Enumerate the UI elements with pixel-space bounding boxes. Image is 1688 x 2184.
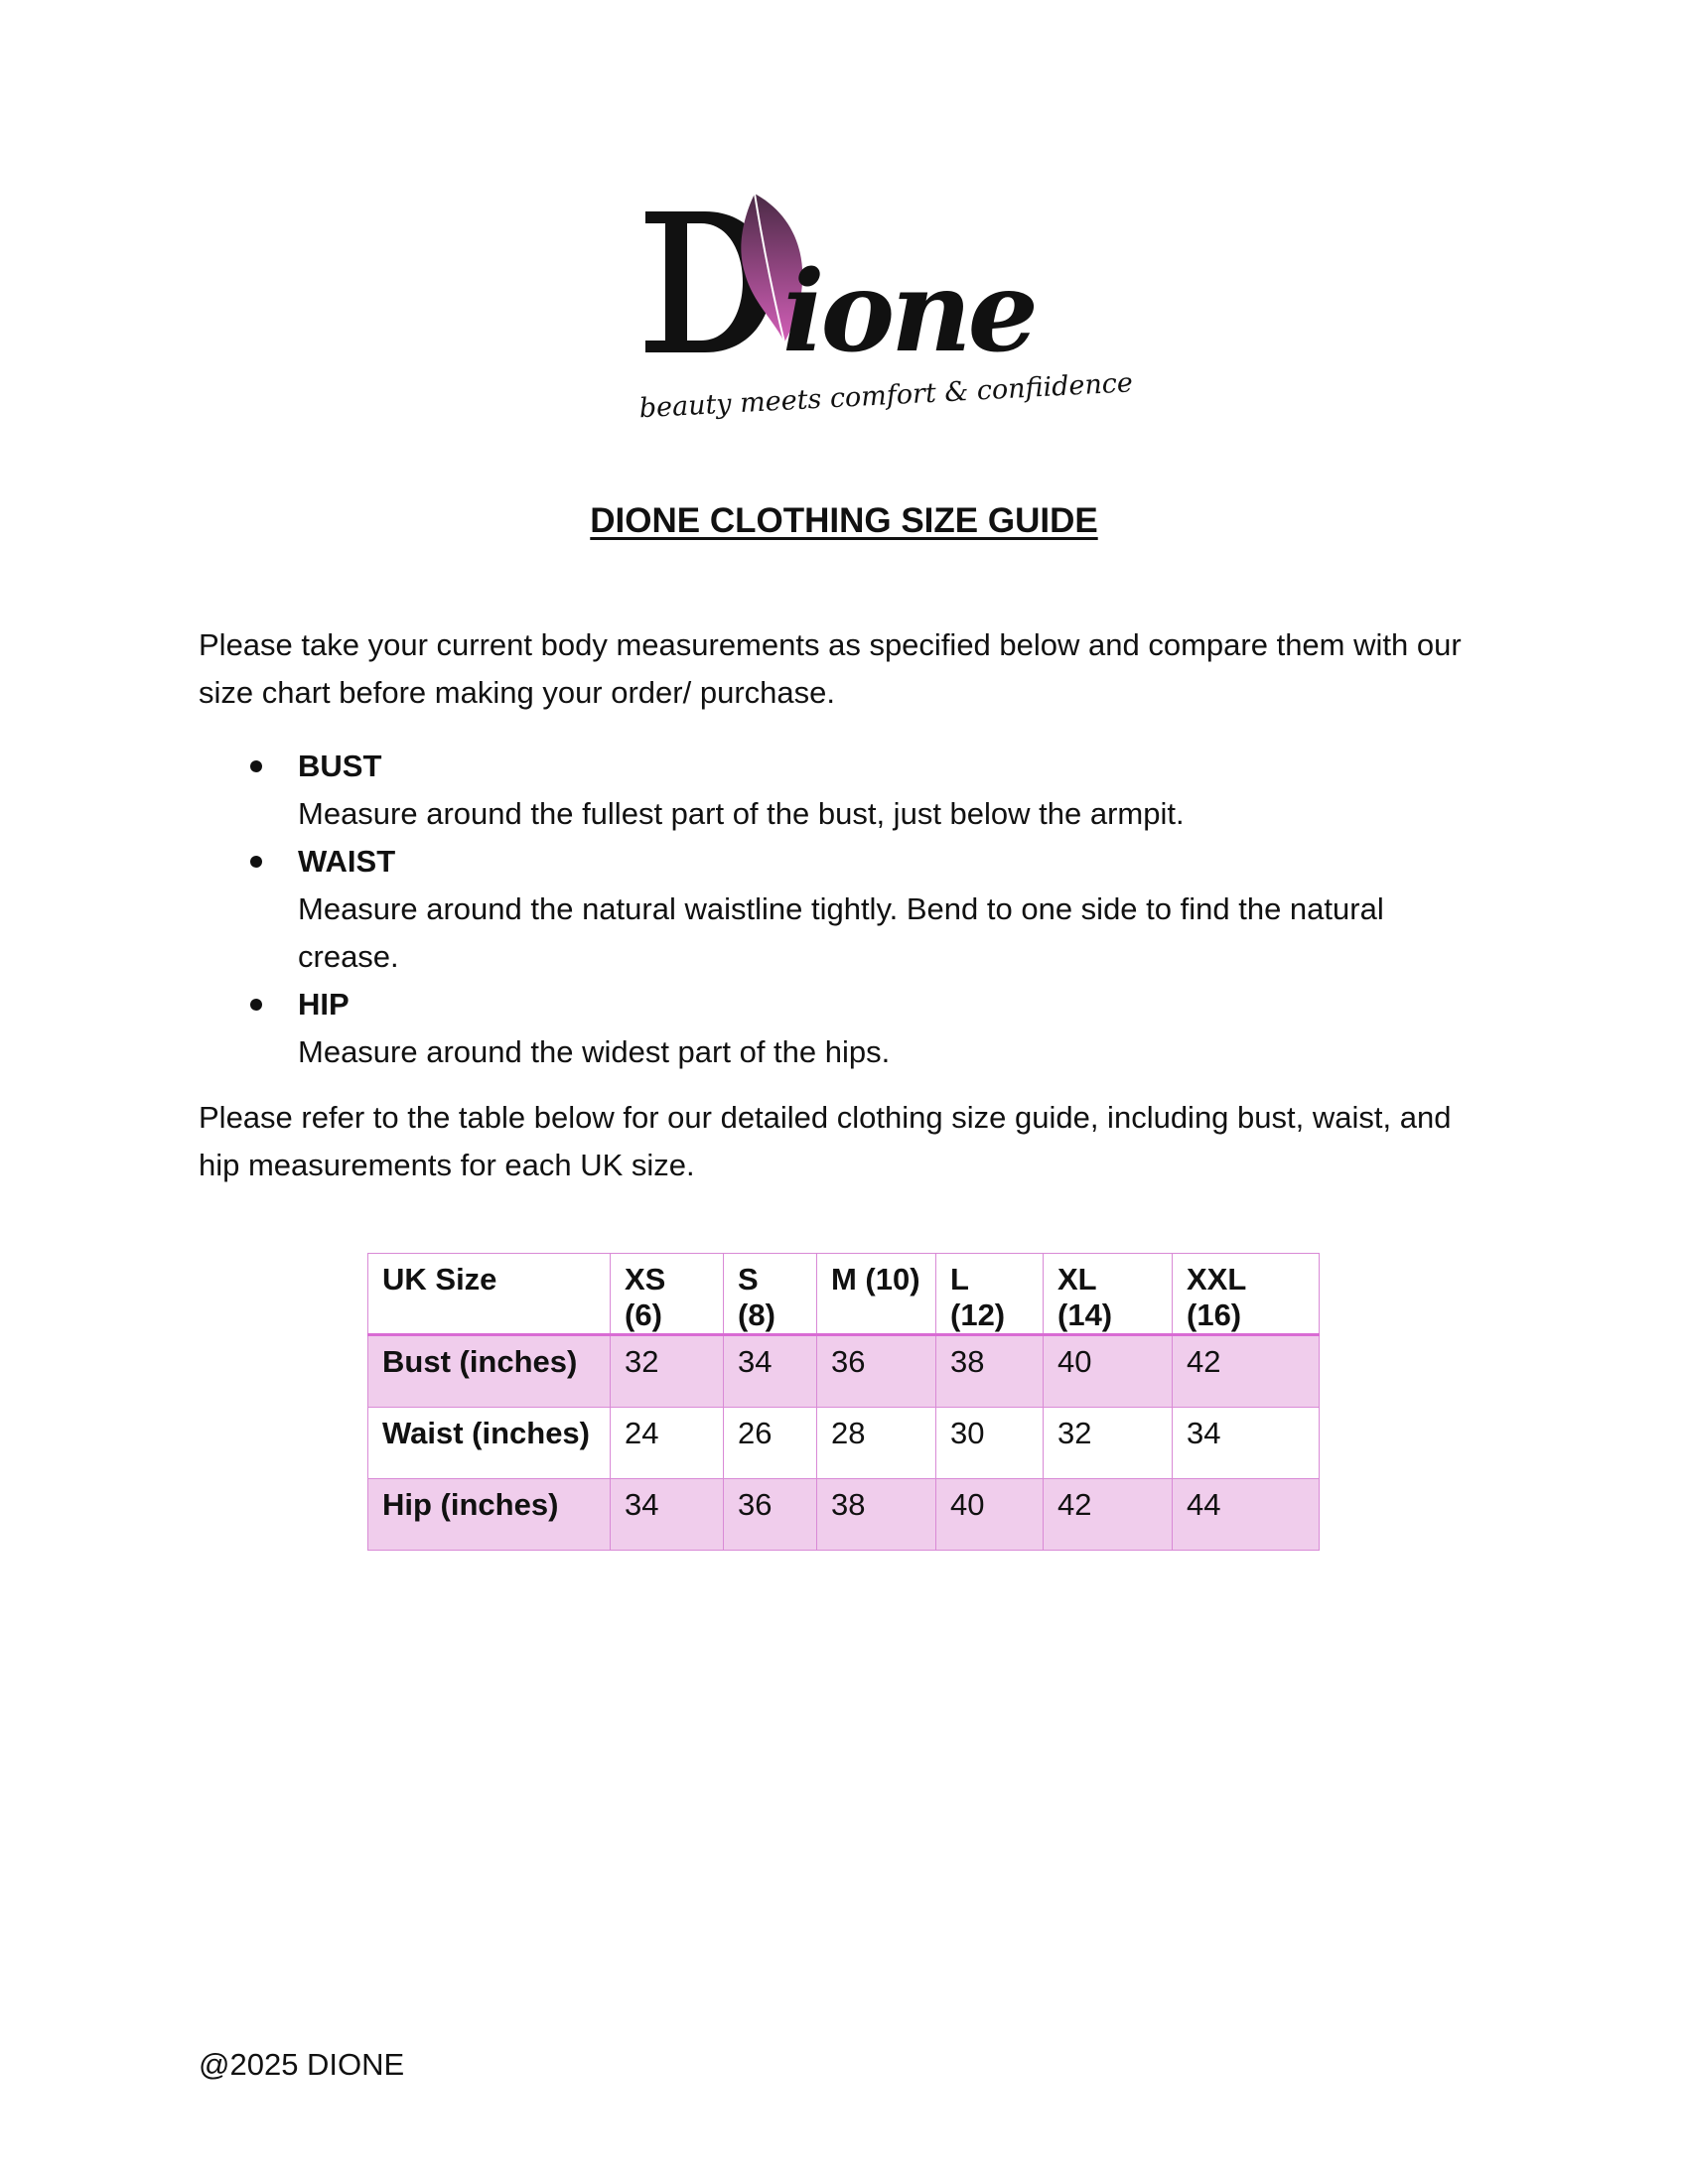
table-cell: 26 xyxy=(724,1408,817,1479)
table-cell: 30 xyxy=(936,1408,1044,1479)
table-cell: 36 xyxy=(724,1479,817,1551)
table-cell: 32 xyxy=(1044,1408,1173,1479)
measurement-label: BUST xyxy=(298,749,382,783)
measurement-list xyxy=(298,743,1489,1076)
table-row xyxy=(368,1335,1320,1408)
refer-text: Please refer to the table below for our detailed clothing size guide, including bust, waist, and hip measurements for each UK size. xyxy=(199,1100,1452,1182)
measurement-item-waist xyxy=(298,838,1489,981)
row-label: Hip (inches) xyxy=(368,1479,611,1551)
row-label: Waist (inches) xyxy=(368,1408,611,1479)
header-cell: XL (14) xyxy=(1044,1254,1173,1335)
measurement-description: Measure around the widest part of the hips. xyxy=(298,1034,891,1069)
table-cell: 24 xyxy=(611,1408,724,1479)
logo-tagline: beauty meets comfort & confiidence xyxy=(638,367,1134,425)
brand-logo xyxy=(635,194,1134,432)
measurement-description: Measure around the natural waistline tightly. Bend to one side to find the natural crease. xyxy=(298,891,1384,974)
page-title: DIONE CLOTHING SIZE GUIDE xyxy=(590,501,1098,540)
measurement-item-hip xyxy=(298,981,1489,1076)
header-cell: L (12) xyxy=(936,1254,1044,1335)
logo-graphic xyxy=(635,194,1134,432)
table-cell: 40 xyxy=(936,1479,1044,1551)
measurement-item-bust xyxy=(298,743,1489,838)
table-cell: 32 xyxy=(611,1335,724,1408)
header-cell: XS (6) xyxy=(611,1254,724,1335)
intro-text: Please take your current body measurements as specified below and compare them with our size chart before making your order/ purchase. xyxy=(199,627,1462,710)
table-cell: 40 xyxy=(1044,1335,1173,1408)
table-row xyxy=(368,1479,1320,1551)
table-cell: 44 xyxy=(1173,1479,1320,1551)
header-cell: S (8) xyxy=(724,1254,817,1335)
table-cell: 36 xyxy=(817,1335,936,1408)
table-cell: 28 xyxy=(817,1408,936,1479)
table-cell: 38 xyxy=(817,1479,936,1551)
copyright-footer: @2025 DIONE xyxy=(199,2047,405,2082)
header-cell: UK Size xyxy=(368,1254,611,1335)
measurement-label: HIP xyxy=(298,987,350,1022)
measurement-description: Measure around the fullest part of the bust, just below the armpit. xyxy=(298,796,1185,831)
header-cell: XXL (16) xyxy=(1173,1254,1320,1335)
table-cell: 34 xyxy=(724,1335,817,1408)
table-row xyxy=(368,1408,1320,1479)
table-cell: 42 xyxy=(1173,1335,1320,1408)
logo-ione-text: ione xyxy=(782,247,1035,377)
table-cell: 38 xyxy=(936,1335,1044,1408)
table-header-row xyxy=(368,1254,1320,1335)
table-cell: 34 xyxy=(611,1479,724,1551)
header-cell: M (10) xyxy=(817,1254,936,1335)
table-cell: 34 xyxy=(1173,1408,1320,1479)
table-cell: 42 xyxy=(1044,1479,1173,1551)
row-label: Bust (inches) xyxy=(368,1335,611,1408)
size-table xyxy=(367,1253,1320,1551)
measurement-label: WAIST xyxy=(298,844,396,879)
